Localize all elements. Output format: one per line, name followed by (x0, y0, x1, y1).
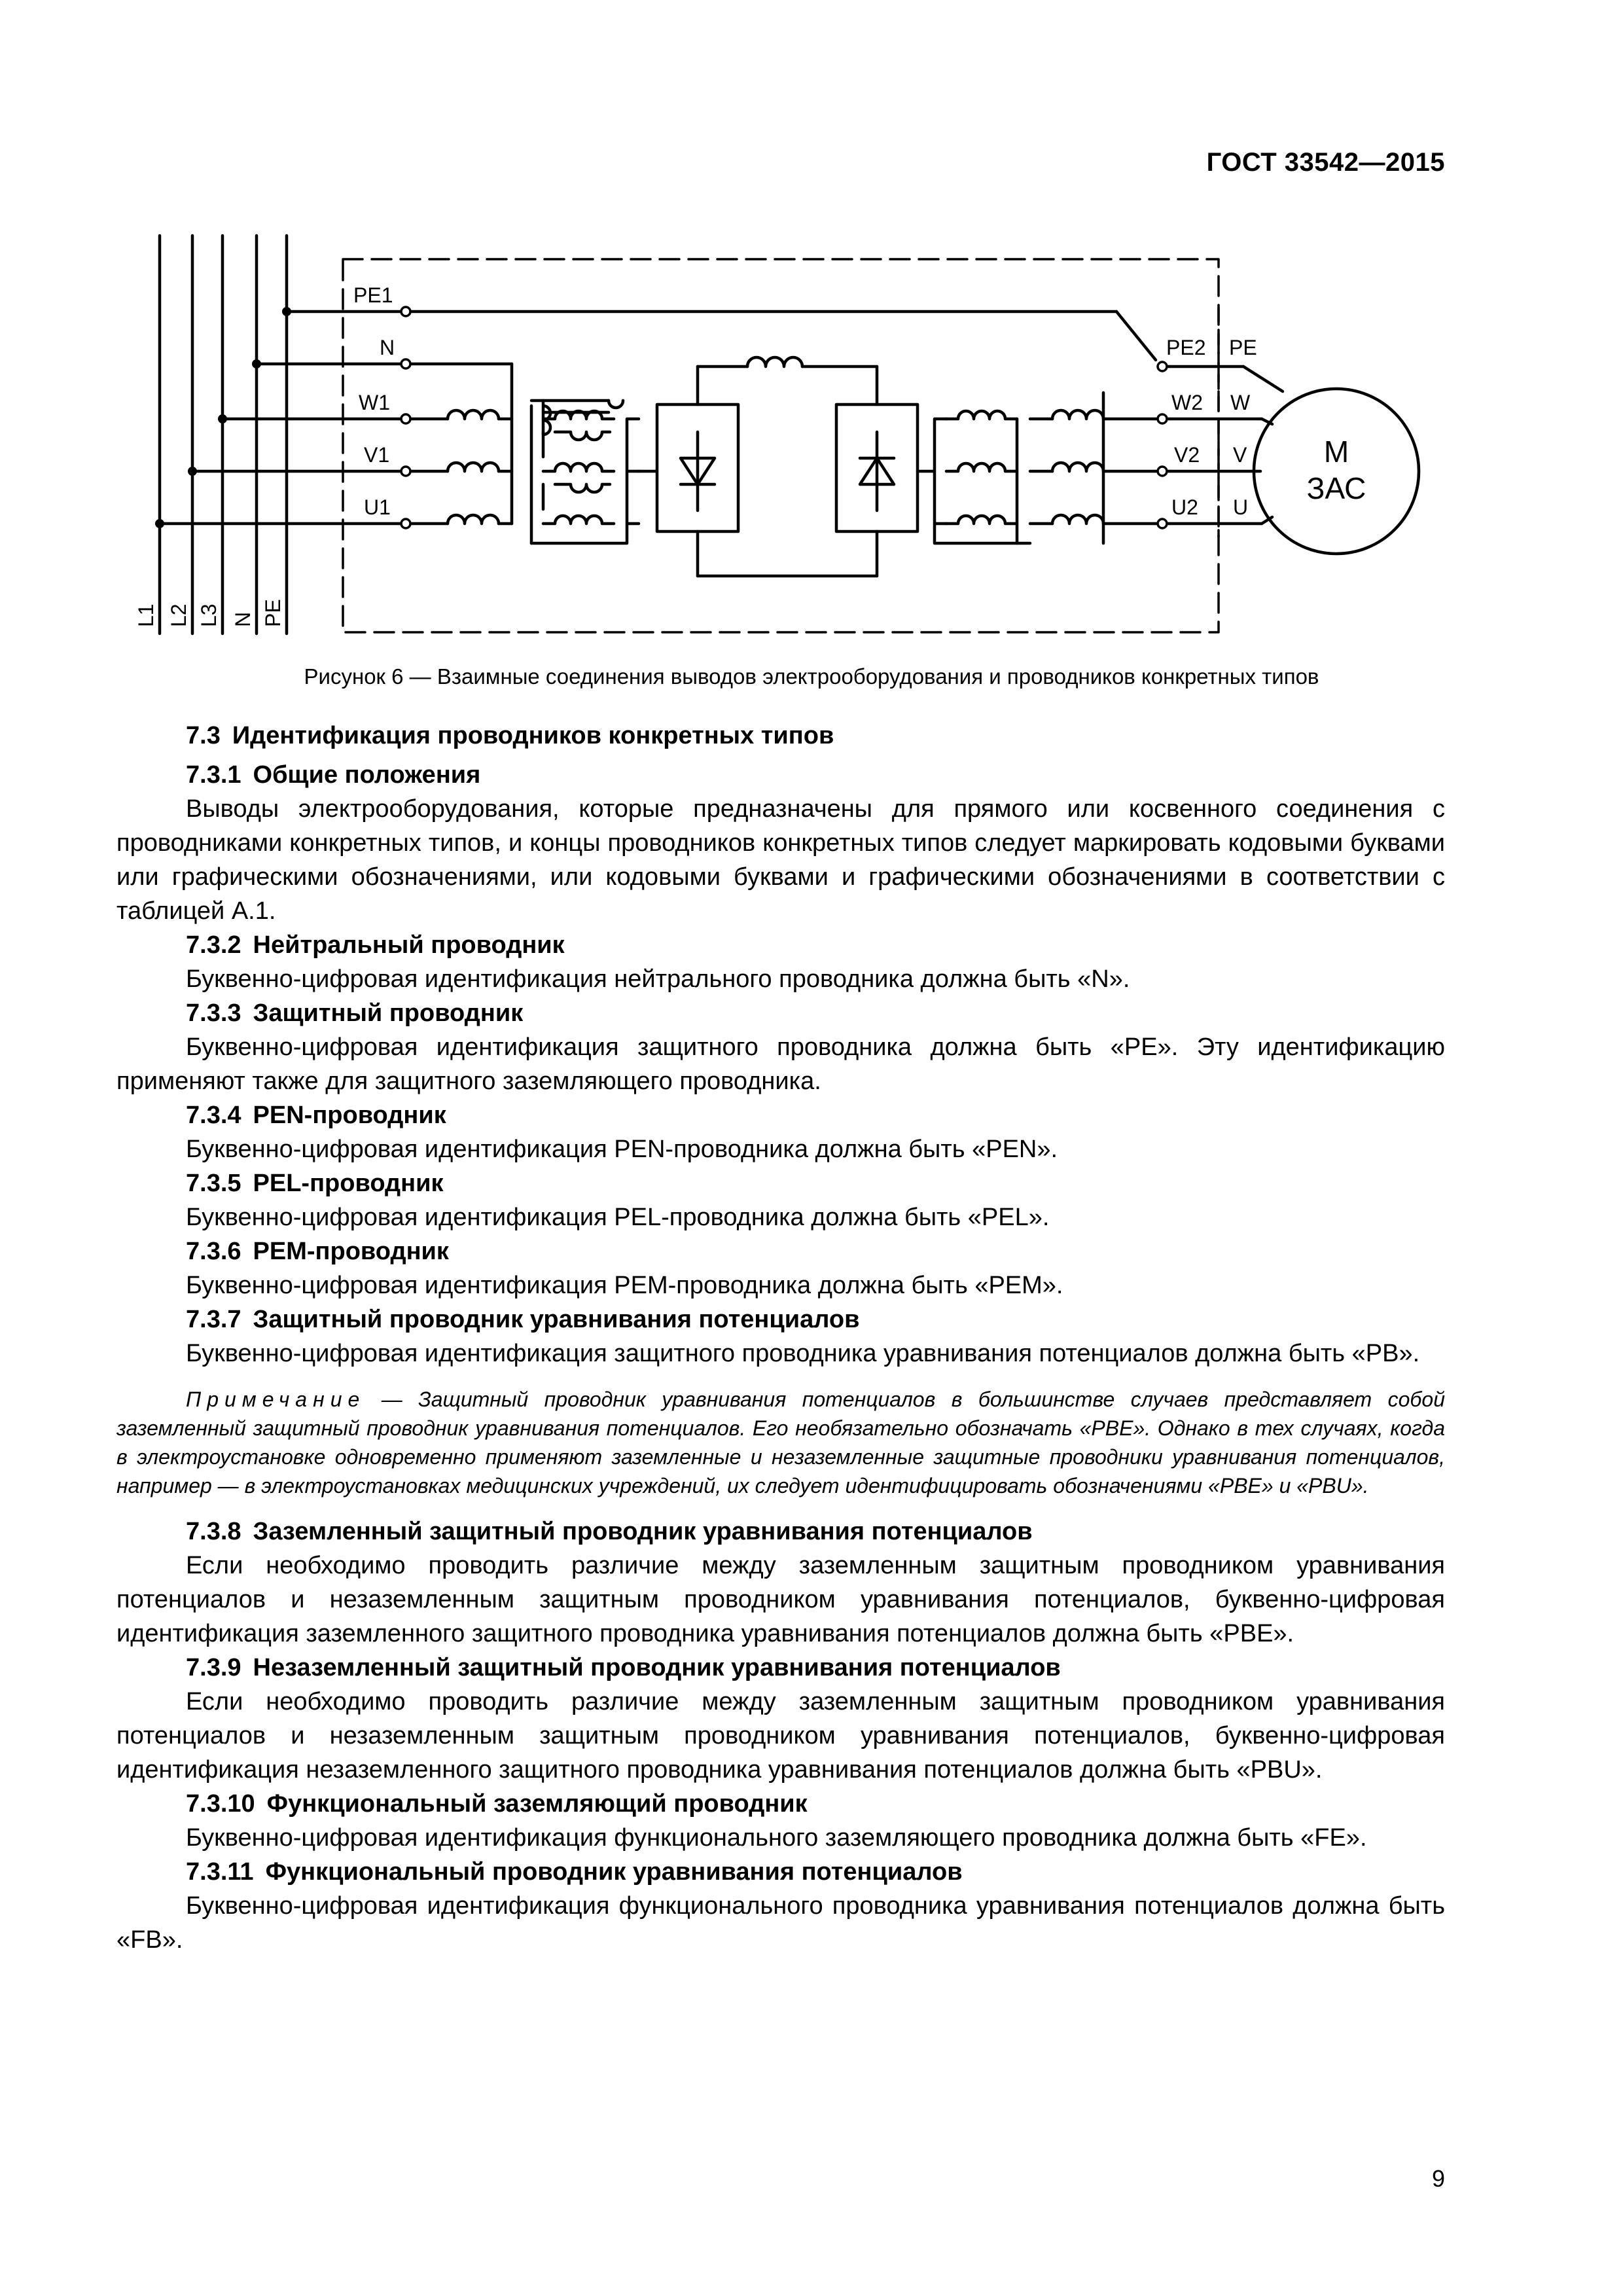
label-u1: U1 (364, 495, 391, 519)
paragraph: Буквенно-цифровая идентификация защитного проводника уравнивания потенциалов должна быть «PB». (186, 1340, 1420, 1367)
label-v2: V2 (1174, 443, 1200, 467)
paragraph: Буквенно-цифровая идентификация PEL-проводника должна быть «PEL». (186, 1204, 1050, 1231)
subsection-heading-7-3-9: 7.3.9 Незаземленный защитный проводник уравнивания потенциалов (186, 1654, 1061, 1681)
bus-label-L3: L3 (197, 603, 221, 627)
label-pe2: PE2 (1166, 336, 1206, 359)
terminal-n (401, 359, 410, 368)
note-text: — Защитный проводник уравнивания потенциалов в большинстве случаев представляет собой заземленный защитный проводник уравнивания потенциалов. Его необязательно обозначать «PBE». Однако в тех случаях, когда в электроустановке одновременно применяют заземленные и незаземленные защитные проводники уравнивания потенциалов, например — в электроустановках медицинских учреждений, их следует идентифицировать обозначениями «PBE» и «PBU». (116, 1388, 1446, 1498)
label-n: N (380, 336, 395, 359)
terminal-u1 (401, 519, 410, 528)
paragraph: Буквенно-цифровая идентификация защитного проводника должна быть «PE». Эту идентификацию применяют также для защитного заземляющего проводника. (116, 1033, 1445, 1095)
label-w1: W1 (359, 391, 390, 414)
subsection-heading-7-3-7: 7.3.7 Защитный проводник уравнивания потенциалов (186, 1306, 860, 1333)
pe-switch (1116, 312, 1156, 360)
figure-caption: Рисунок 6 — Взаимные соединения выводов электрооборудования и проводников конкретных типов (304, 664, 1319, 689)
paragraph: Буквенно-цифровая идентификация функционального проводника уравнивания потенциалов должна быть «FB». (116, 1892, 1445, 1954)
bus-label-PE: PE (261, 599, 285, 627)
terminal-v1 (401, 467, 410, 476)
note-label: Примечание (186, 1388, 366, 1411)
subsection-heading-7-3-8: 7.3.8 Заземленный защитный проводник уравнивания потенциалов (186, 1518, 1033, 1545)
page-number: 9 (1431, 2165, 1445, 2192)
label-motor-u: U (1233, 495, 1249, 519)
wiring-diagram (0, 0, 1623, 655)
label-motor-w: W (1230, 391, 1251, 414)
label-motor-pe: PE (1229, 336, 1257, 359)
motor-label-type: ЗАС (1306, 471, 1366, 505)
paragraph: Выводы электрооборудования, которые предназначены для прямого или косвенного соединения с проводниками конкретных типов, и концы проводников конкретных типов следует маркировать кодовыми буквами или графическими обозначениями, или кодовыми буквами и графическими обозначениями в соответствии с таблицей А.1. (116, 795, 1445, 925)
terminal-v2 (1158, 467, 1167, 476)
subsection-heading-7-3-11: 7.3.11 Функциональный проводник уравнивания потенциалов (186, 1858, 963, 1886)
label-pe1: PE1 (353, 283, 393, 307)
terminal-pe1 (401, 307, 410, 316)
section-heading-7-3: 7.3 Идентификация проводников конкретных типов (186, 722, 834, 749)
bus-label-N: N (231, 611, 255, 627)
label-motor-v: V (1233, 443, 1247, 467)
paragraph: Буквенно-цифровая идентификация функционального заземляющего проводника должна быть «FE». (186, 1824, 1367, 1852)
subsection-heading-7-3-5: 7.3.5 PEL-проводник (186, 1170, 444, 1197)
paragraph: Если необходимо проводить различие между заземленным защитным проводником уравнивания потенциалов и незаземленным защитным проводником уравнивания потенциалов, буквенно-цифровая идентификация незаземленного защитного проводника уравнивания потенциалов должна быть «PBU». (116, 1688, 1445, 1784)
bus-label-L1: L1 (134, 603, 158, 627)
paragraph: Буквенно-цифровая идентификация нейтрального проводника должна быть «N». (186, 965, 1130, 993)
subsection-heading-7-3-1: 7.3.1 Общие положения (186, 761, 481, 789)
subsection-heading-7-3-6: 7.3.6 PEM-проводник (186, 1238, 449, 1265)
paragraph: Буквенно-цифровая идентификация PEN-проводника должна быть «PEN». (186, 1136, 1058, 1163)
motor-label-m: M (1323, 435, 1349, 469)
subsection-heading-7-3-4: 7.3.4 PEN-проводник (186, 1102, 446, 1129)
terminal-pe2 (1158, 362, 1167, 371)
standard-header: ГОСТ 33542—2015 (1206, 148, 1445, 177)
label-v1: V1 (364, 443, 390, 467)
terminal-w2 (1158, 414, 1167, 423)
label-u2: U2 (1171, 495, 1198, 519)
label-w2: W2 (1171, 391, 1203, 414)
document-body (116, 719, 1445, 1957)
subsection-heading-7-3-10: 7.3.10 Функциональный заземляющий проводник (186, 1790, 808, 1818)
note (116, 1385, 1445, 1500)
terminal-w1 (401, 414, 410, 423)
terminal-u2 (1158, 519, 1167, 528)
subsection-heading-7-3-3: 7.3.3 Защитный проводник (186, 999, 524, 1027)
bus-label-L2: L2 (167, 603, 190, 627)
subsection-heading-7-3-2: 7.3.2 Нейтральный проводник (186, 931, 565, 959)
paragraph: Если необходимо проводить различие между заземленным защитным проводником уравнивания потенциалов и незаземленным защитным проводником уравнивания потенциалов, буквенно-цифровая идентификация заземленного защитного проводника уравнивания потенциалов должна быть «PBE». (116, 1552, 1445, 1647)
paragraph: Буквенно-цифровая идентификация PEM-проводника должна быть «PEM». (186, 1272, 1063, 1299)
